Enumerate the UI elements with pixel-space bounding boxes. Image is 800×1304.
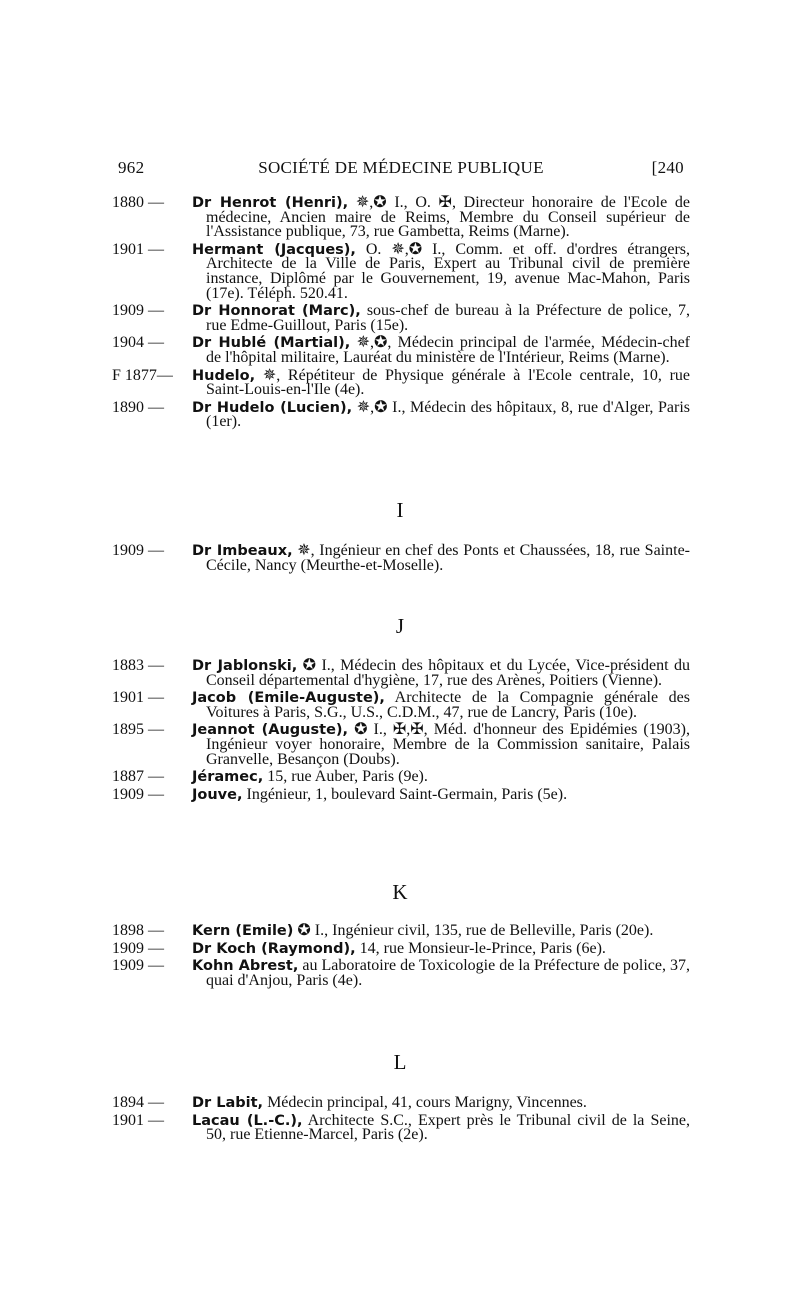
entry-name: Dr Imbeaux, [192, 543, 293, 559]
entry-name: Lacau (L.-C.), [192, 1112, 303, 1129]
entry-text: ✵, Répétiteur de Physique générale à l'Ecole centrale, 10, rue Saint-Louis-en-l'Ile (4e). [206, 366, 690, 399]
entry-text: 15, rue Auber, Paris (9e). [263, 768, 428, 786]
running-title: SOCIÉTÉ DE MÉDECINE PUBLIQUE [258, 158, 544, 177]
entry-year: 1901 — [112, 240, 164, 258]
entry-name: Kohn Abrest, [192, 958, 299, 975]
entry-text: ✵,✪ I., O. ✠, Directeur honoraire de l'Ecole de médecine, Ancien maire de Reims, Membre du Conseil supérieur de l'Assistance publique, 73, rue Gambetta, Reims (Marne). [206, 194, 691, 241]
entry-name: Jacob (Emile-Auguste), [192, 690, 385, 707]
list-item [112, 196, 690, 240]
section-i [112, 544, 690, 573]
list-item [112, 659, 690, 688]
entry-name: Kern (Emile) [192, 923, 294, 939]
section-letter-k: K [392, 880, 408, 904]
entry-text: Ingénieur, 1, boulevard Saint-Germain, Paris (5e). [242, 785, 568, 803]
entry-year: 1894 — [112, 1094, 164, 1111]
entry-year: 1883 — [112, 657, 164, 674]
list-item [112, 785, 690, 803]
section-letter-j: J [395, 614, 405, 638]
entry-year: 1895 — [112, 721, 164, 739]
entry-text: ✪ I., Médecin des hôpitaux et du Lycée, Vice-président du Conseil départemental d'hygiène, 17, rue des Arènes, Poitiers (Vienne). [206, 657, 690, 689]
entry-name: Hudelo, [192, 367, 256, 384]
list-item [112, 939, 690, 957]
entry-year: 1901 — [112, 689, 164, 707]
section-j [112, 659, 690, 802]
entry-text: ✵,✪ I., Médecin des hôpitaux, 8, rue d'Alger, Paris (1er). [206, 398, 690, 431]
entry-year: 1898 — [112, 922, 164, 939]
section-l [112, 1096, 690, 1143]
list-item [112, 1111, 690, 1144]
list-item [112, 1096, 690, 1111]
entry-name: Jeannot (Auguste), [192, 722, 349, 739]
list-item [112, 924, 690, 939]
list-item [112, 366, 690, 399]
page-number: 962 [118, 158, 145, 177]
entry-text: Architecte S.C., Expert près le Tribunal civil de la Seine, 50, rue Etienne-Marcel, Paris (2e). [206, 1111, 690, 1144]
entry-year: 1909 — [112, 302, 164, 320]
section-h [112, 196, 690, 430]
list-item [112, 959, 690, 988]
entry-year: 1909 — [112, 785, 164, 803]
entry-name: Dr Hudelo (Lucien), [192, 399, 353, 416]
entry-year: 1880 — [112, 194, 164, 211]
entry-name: Dr Honnorat (Marc), [192, 303, 361, 320]
entry-text: Médecin principal, 41, cours Marigny, Vincennes. [263, 1094, 587, 1111]
entry-year: 1904 — [112, 334, 164, 352]
section-letter-l: L [393, 1050, 407, 1074]
list-item [112, 398, 690, 431]
page-header [118, 158, 684, 184]
entry-text: Architecte de la Compagnie générale des Voitures à Paris, S.G., U.S., C.D.M., 47, rue de Lancry, Paris (10e). [206, 689, 690, 721]
list-item [112, 544, 690, 573]
entry-year: 1901 — [112, 1111, 164, 1129]
entry-text: ✵, Ingénieur en chef des Ponts et Chaussées, 18, rue Sainte-Cécile, Nancy (Meurthe-et-Moselle). [206, 542, 690, 574]
entry-text: ✪ I., Ingénieur civil, 135, rue de Belleville, Paris (20e). [293, 922, 654, 939]
section-k [112, 924, 690, 988]
entry-year: F 1877— [112, 366, 173, 384]
entry-text: ✪ I., ✠,✠, Méd. d'honneur des Epidémies (1903), Ingénieur voyer honoraire, Membre de la Commission sanitaire, Palais Granvelle, Besançon (Doubs). [206, 721, 690, 768]
entry-year: 1909 — [112, 542, 164, 559]
entry-name: Hermant (Jacques), [192, 241, 356, 258]
list-item [112, 723, 690, 767]
entry-name: Dr Jablonski, [192, 658, 298, 674]
list-item [112, 304, 690, 333]
entry-year: 1887 — [112, 768, 164, 786]
page-reference: [240 [651, 158, 684, 177]
entry-text: au Laboratoire de Toxicologie de la Préfecture de police, 37, quai d'Anjou, Paris (4e). [206, 957, 691, 989]
entry-name: Jéramec, [192, 769, 264, 786]
entry-name: Dr Hublé (Martial), [192, 335, 351, 352]
list-item [112, 691, 690, 720]
entry-name: Dr Labit, [192, 1095, 264, 1111]
entry-text: 14, rue Monsieur-le-Prince, Paris (6e). [355, 939, 606, 957]
entry-year: 1909 — [112, 957, 164, 975]
entry-name: Dr Henrot (Henri), [192, 195, 349, 211]
list-item [112, 336, 690, 365]
entry-year: 1909 — [112, 939, 164, 957]
section-letter-i: I [396, 498, 404, 522]
entry-year: 1890 — [112, 398, 164, 416]
list-item [112, 240, 690, 302]
entry-text: sous-chef de bureau à la Préfecture de police, 7, rue Edme-Guillout, Paris (15e). [206, 302, 691, 334]
entry-text: O. ✵,✪ I., Comm. et off. d'ordres étrangers, Architecte de la Ville de Paris, Expert au Tribunal civil de première instance, Diplômé par le Gouvernement, 19, avenue Mac-Mahon, Paris (17e). Téléph. 520.41. [206, 240, 690, 302]
entry-text: ✵,✪, Médecin principal de l'armée, Médecin-chef de l'hôpital militaire, Lauréat du ministère de l'Intérieur, Reims (Marne). [206, 334, 690, 366]
entry-name: Jouve, [192, 786, 243, 803]
list-item [112, 770, 690, 785]
entry-name: Dr Koch (Raymond), [192, 940, 356, 957]
